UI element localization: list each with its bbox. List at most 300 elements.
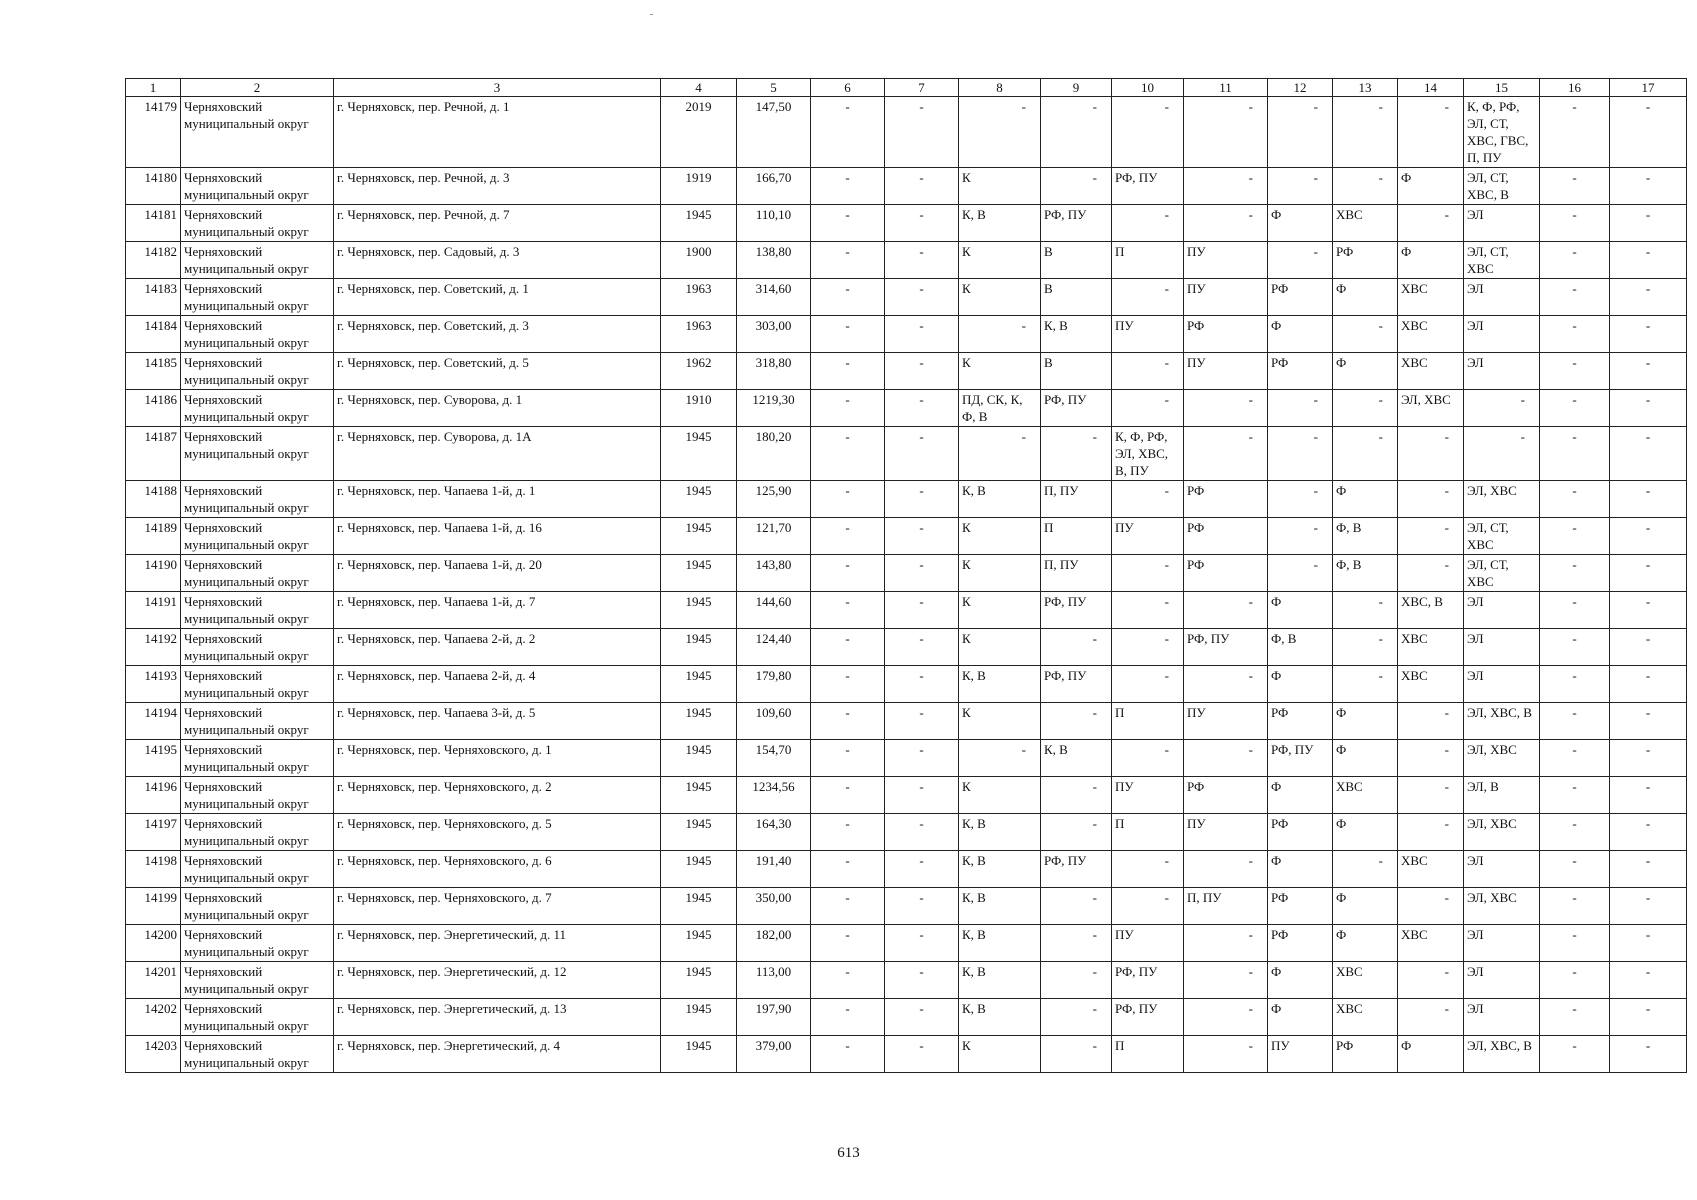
cell-col-7: - — [885, 518, 959, 555]
cell-col-11: - — [1184, 427, 1268, 481]
cell-col-6: - — [811, 666, 885, 703]
cell-col-11: ПУ — [1184, 703, 1268, 740]
cell-col-9: - — [1041, 962, 1112, 999]
cell-col-13: Ф — [1333, 925, 1398, 962]
cell-col-11: - — [1184, 592, 1268, 629]
table-row — [126, 205, 1687, 242]
cell-col-17: - — [1610, 97, 1687, 168]
cell-col-8: К, В — [959, 205, 1041, 242]
cell-col-13: - — [1333, 97, 1398, 168]
cell-col-13: Ф — [1333, 814, 1398, 851]
cell-row-number: 14179 — [126, 97, 181, 168]
cell-col-13: РФ — [1333, 242, 1398, 279]
column-header-6: 6 — [811, 79, 885, 97]
cell-col-7: - — [885, 592, 959, 629]
cell-area: 113,00 — [737, 962, 811, 999]
cell-col-17: - — [1610, 888, 1687, 925]
cell-col-13: Ф — [1333, 703, 1398, 740]
table-row — [126, 814, 1687, 851]
cell-col-6: - — [811, 851, 885, 888]
cell-col-10: - — [1112, 555, 1184, 592]
cell-col-9: - — [1041, 97, 1112, 168]
cell-col-6: - — [811, 999, 885, 1036]
cell-col-8: К, В — [959, 481, 1041, 518]
cell-col-11: - — [1184, 962, 1268, 999]
cell-col-7: - — [885, 316, 959, 353]
cell-col-10: - — [1112, 592, 1184, 629]
cell-col-11: ПУ — [1184, 279, 1268, 316]
cell-col-9: П, ПУ — [1041, 481, 1112, 518]
cell-year-built: 1945 — [661, 555, 737, 592]
cell-col-10: - — [1112, 279, 1184, 316]
cell-address: г. Черняховск, пер. Советский, д. 5 — [334, 353, 661, 390]
table-row — [126, 703, 1687, 740]
table-header — [126, 79, 1687, 97]
cell-col-11: РФ, ПУ — [1184, 629, 1268, 666]
cell-col-17: - — [1610, 592, 1687, 629]
cell-col-9: - — [1041, 427, 1112, 481]
cell-area: 191,40 — [737, 851, 811, 888]
cell-col-8: - — [959, 427, 1041, 481]
cell-col-9: К, В — [1041, 316, 1112, 353]
cell-address: г. Черняховск, пер. Садовый, д. 3 — [334, 242, 661, 279]
cell-col-9: РФ, ПУ — [1041, 205, 1112, 242]
cell-municipality: Черняховский муниципальный округ — [181, 814, 334, 851]
cell-col-7: - — [885, 962, 959, 999]
cell-col-14: Ф — [1398, 242, 1464, 279]
cell-col-16: - — [1540, 242, 1610, 279]
cell-col-7: - — [885, 666, 959, 703]
cell-col-6: - — [811, 168, 885, 205]
cell-col-13: - — [1333, 666, 1398, 703]
cell-area: 314,60 — [737, 279, 811, 316]
cell-col-17: - — [1610, 851, 1687, 888]
cell-row-number: 14191 — [126, 592, 181, 629]
cell-col-13: Ф — [1333, 279, 1398, 316]
cell-col-12: - — [1268, 242, 1333, 279]
cell-col-15: ЭЛ — [1464, 962, 1540, 999]
table-row — [126, 97, 1687, 168]
cell-col-15: - — [1464, 390, 1540, 427]
cell-col-15: ЭЛ — [1464, 316, 1540, 353]
cell-col-17: - — [1610, 740, 1687, 777]
cell-col-10: - — [1112, 851, 1184, 888]
cell-col-17: - — [1610, 555, 1687, 592]
cell-address: г. Черняховск, пер. Черняховского, д. 7 — [334, 888, 661, 925]
cell-col-8: К — [959, 518, 1041, 555]
table-row — [126, 962, 1687, 999]
cell-area: 144,60 — [737, 592, 811, 629]
cell-address: г. Черняховск, пер. Энергетический, д. 12 — [334, 962, 661, 999]
cell-municipality: Черняховский муниципальный округ — [181, 242, 334, 279]
cell-col-16: - — [1540, 481, 1610, 518]
cell-col-10: П — [1112, 1036, 1184, 1073]
cell-col-16: - — [1540, 1036, 1610, 1073]
cell-address: г. Черняховск, пер. Черняховского, д. 6 — [334, 851, 661, 888]
cell-col-8: К — [959, 555, 1041, 592]
cell-col-12: Ф — [1268, 666, 1333, 703]
cell-col-8: К, В — [959, 999, 1041, 1036]
cell-municipality: Черняховский муниципальный округ — [181, 427, 334, 481]
cell-col-16: - — [1540, 205, 1610, 242]
cell-col-6: - — [811, 205, 885, 242]
cell-address: г. Черняховск, пер. Черняховского, д. 1 — [334, 740, 661, 777]
cell-col-7: - — [885, 168, 959, 205]
cell-year-built: 1945 — [661, 777, 737, 814]
cell-col-16: - — [1540, 427, 1610, 481]
cell-col-8: К — [959, 592, 1041, 629]
cell-col-16: - — [1540, 814, 1610, 851]
column-header-9: 9 — [1041, 79, 1112, 97]
cell-col-6: - — [811, 1036, 885, 1073]
cell-col-10: - — [1112, 629, 1184, 666]
cell-col-7: - — [885, 814, 959, 851]
cell-col-10: - — [1112, 205, 1184, 242]
cell-col-11: - — [1184, 666, 1268, 703]
cell-col-15: ЭЛ, В — [1464, 777, 1540, 814]
cell-address: г. Черняховск, пер. Чапаева 1-й, д. 7 — [334, 592, 661, 629]
column-header-12: 12 — [1268, 79, 1333, 97]
cell-col-12: Ф, В — [1268, 629, 1333, 666]
cell-area: 110,10 — [737, 205, 811, 242]
cell-year-built: 1910 — [661, 390, 737, 427]
cell-col-10: П — [1112, 814, 1184, 851]
cell-col-6: - — [811, 316, 885, 353]
cell-col-10: П — [1112, 703, 1184, 740]
cell-col-17: - — [1610, 999, 1687, 1036]
cell-col-12: РФ — [1268, 279, 1333, 316]
cell-address: г. Черняховск, пер. Чапаева 1-й, д. 16 — [334, 518, 661, 555]
cell-col-14: ХВС — [1398, 851, 1464, 888]
cell-col-10: ПУ — [1112, 777, 1184, 814]
cell-col-11: ПУ — [1184, 353, 1268, 390]
header-row — [126, 79, 1687, 97]
cell-col-9: В — [1041, 279, 1112, 316]
cell-col-10: РФ, ПУ — [1112, 962, 1184, 999]
cell-col-7: - — [885, 777, 959, 814]
cell-col-11: - — [1184, 390, 1268, 427]
cell-col-6: - — [811, 777, 885, 814]
cell-col-9: - — [1041, 168, 1112, 205]
cell-col-11: - — [1184, 999, 1268, 1036]
cell-col-9: - — [1041, 925, 1112, 962]
cell-col-11: - — [1184, 1036, 1268, 1073]
cell-municipality: Черняховский муниципальный округ — [181, 97, 334, 168]
cell-col-14: - — [1398, 740, 1464, 777]
cell-municipality: Черняховский муниципальный округ — [181, 353, 334, 390]
cell-col-14: - — [1398, 481, 1464, 518]
cell-col-8: К — [959, 242, 1041, 279]
cell-municipality: Черняховский муниципальный округ — [181, 390, 334, 427]
cell-row-number: 14201 — [126, 962, 181, 999]
cell-col-7: - — [885, 888, 959, 925]
cell-col-14: - — [1398, 888, 1464, 925]
cell-area: 143,80 — [737, 555, 811, 592]
cell-area: 125,90 — [737, 481, 811, 518]
cell-col-11: - — [1184, 851, 1268, 888]
cell-address: г. Черняховск, пер. Речной, д. 7 — [334, 205, 661, 242]
table-row — [126, 481, 1687, 518]
table-row — [126, 629, 1687, 666]
cell-col-8: К, В — [959, 925, 1041, 962]
cell-municipality: Черняховский муниципальный округ — [181, 555, 334, 592]
column-header-13: 13 — [1333, 79, 1398, 97]
cell-col-17: - — [1610, 518, 1687, 555]
cell-col-17: - — [1610, 629, 1687, 666]
cell-col-6: - — [811, 427, 885, 481]
cell-municipality: Черняховский муниципальный округ — [181, 777, 334, 814]
table-row — [126, 242, 1687, 279]
cell-col-11: - — [1184, 925, 1268, 962]
column-header-14: 14 — [1398, 79, 1464, 97]
table-row — [126, 168, 1687, 205]
cell-col-11: П, ПУ — [1184, 888, 1268, 925]
table-row — [126, 851, 1687, 888]
cell-municipality: Черняховский муниципальный округ — [181, 592, 334, 629]
cell-row-number: 14180 — [126, 168, 181, 205]
cell-col-13: ХВС — [1333, 962, 1398, 999]
cell-address: г. Черняховск, пер. Чапаева 1-й, д. 20 — [334, 555, 661, 592]
cell-col-16: - — [1540, 279, 1610, 316]
cell-col-16: - — [1540, 518, 1610, 555]
cell-year-built: 1945 — [661, 851, 737, 888]
cell-row-number: 14203 — [126, 1036, 181, 1073]
cell-area: 121,70 — [737, 518, 811, 555]
cell-col-13: Ф, В — [1333, 518, 1398, 555]
cell-area: 166,70 — [737, 168, 811, 205]
cell-municipality: Черняховский муниципальный округ — [181, 740, 334, 777]
table-body — [126, 97, 1687, 1073]
cell-col-11: РФ — [1184, 481, 1268, 518]
cell-col-8: К — [959, 353, 1041, 390]
cell-municipality: Черняховский муниципальный округ — [181, 1036, 334, 1073]
column-header-16: 16 — [1540, 79, 1610, 97]
cell-row-number: 14196 — [126, 777, 181, 814]
cell-col-8: К, В — [959, 666, 1041, 703]
cell-area: 180,20 — [737, 427, 811, 481]
cell-col-8: К, В — [959, 962, 1041, 999]
cell-col-6: - — [811, 518, 885, 555]
cell-col-14: ХВС — [1398, 353, 1464, 390]
cell-col-17: - — [1610, 666, 1687, 703]
cell-col-15: ЭЛ — [1464, 279, 1540, 316]
cell-address: г. Черняховск, пер. Чапаева 2-й, д. 2 — [334, 629, 661, 666]
cell-address: г. Черняховск, пер. Советский, д. 3 — [334, 316, 661, 353]
cell-col-11: РФ — [1184, 777, 1268, 814]
cell-address: г. Черняховск, пер. Речной, д. 1 — [334, 97, 661, 168]
cell-col-14: - — [1398, 427, 1464, 481]
cell-col-14: - — [1398, 97, 1464, 168]
cell-col-12: РФ — [1268, 353, 1333, 390]
cell-col-16: - — [1540, 925, 1610, 962]
cell-col-17: - — [1610, 316, 1687, 353]
cell-row-number: 14182 — [126, 242, 181, 279]
cell-col-6: - — [811, 740, 885, 777]
cell-col-10: К, Ф, РФ, ЭЛ, ХВС, В, ПУ — [1112, 427, 1184, 481]
cell-row-number: 14200 — [126, 925, 181, 962]
cell-col-10: - — [1112, 666, 1184, 703]
cell-col-15: - — [1464, 427, 1540, 481]
cell-col-13: - — [1333, 427, 1398, 481]
cell-col-8: К — [959, 279, 1041, 316]
cell-col-10: ПУ — [1112, 925, 1184, 962]
cell-col-13: Ф — [1333, 740, 1398, 777]
cell-col-10: РФ, ПУ — [1112, 168, 1184, 205]
cell-col-9: - — [1041, 999, 1112, 1036]
cell-year-built: 1962 — [661, 353, 737, 390]
cell-col-15: ЭЛ, ХВС — [1464, 888, 1540, 925]
cell-col-10: - — [1112, 481, 1184, 518]
cell-col-7: - — [885, 740, 959, 777]
cell-address: г. Черняховск, пер. Черняховского, д. 5 — [334, 814, 661, 851]
cell-year-built: 1945 — [661, 427, 737, 481]
cell-address: г. Черняховск, пер. Энергетический, д. 11 — [334, 925, 661, 962]
cell-col-8: - — [959, 316, 1041, 353]
cell-col-8: - — [959, 97, 1041, 168]
cell-col-16: - — [1540, 777, 1610, 814]
cell-year-built: 1945 — [661, 666, 737, 703]
cell-col-12: РФ — [1268, 703, 1333, 740]
cell-col-9: В — [1041, 353, 1112, 390]
cell-col-7: - — [885, 279, 959, 316]
cell-col-14: - — [1398, 703, 1464, 740]
cell-col-12: - — [1268, 390, 1333, 427]
cell-area: 1234,56 — [737, 777, 811, 814]
cell-col-9: - — [1041, 629, 1112, 666]
cell-year-built: 1919 — [661, 168, 737, 205]
cell-col-6: - — [811, 279, 885, 316]
cell-col-12: Ф — [1268, 316, 1333, 353]
cell-col-14: ХВС — [1398, 925, 1464, 962]
cell-col-6: - — [811, 703, 885, 740]
cell-col-7: - — [885, 242, 959, 279]
cell-col-14: ХВС — [1398, 629, 1464, 666]
cell-area: 1219,30 — [737, 390, 811, 427]
cell-col-8: К — [959, 168, 1041, 205]
cell-year-built: 1945 — [661, 740, 737, 777]
cell-row-number: 14187 — [126, 427, 181, 481]
cell-col-10: - — [1112, 888, 1184, 925]
cell-address: г. Черняховск, пер. Энергетический, д. 4 — [334, 1036, 661, 1073]
cell-col-6: - — [811, 962, 885, 999]
cell-col-11: РФ — [1184, 518, 1268, 555]
cell-col-6: - — [811, 390, 885, 427]
cell-col-15: ЭЛ — [1464, 925, 1540, 962]
cell-col-11: ПУ — [1184, 242, 1268, 279]
cell-col-16: - — [1540, 703, 1610, 740]
cell-col-16: - — [1540, 999, 1610, 1036]
cell-col-17: - — [1610, 925, 1687, 962]
cell-col-6: - — [811, 97, 885, 168]
cell-col-17: - — [1610, 168, 1687, 205]
cell-address: г. Черняховск, пер. Речной, д. 3 — [334, 168, 661, 205]
cell-year-built: 1945 — [661, 888, 737, 925]
cell-col-14: - — [1398, 999, 1464, 1036]
cell-col-11: - — [1184, 205, 1268, 242]
cell-col-12: Ф — [1268, 777, 1333, 814]
cell-col-12: Ф — [1268, 962, 1333, 999]
cell-col-14: ХВС — [1398, 316, 1464, 353]
cell-row-number: 14183 — [126, 279, 181, 316]
cell-col-7: - — [885, 97, 959, 168]
cell-municipality: Черняховский муниципальный округ — [181, 888, 334, 925]
cell-col-11: - — [1184, 97, 1268, 168]
cell-col-15: ЭЛ — [1464, 353, 1540, 390]
cell-col-10: - — [1112, 353, 1184, 390]
cell-col-7: - — [885, 205, 959, 242]
cell-col-8: - — [959, 740, 1041, 777]
cell-col-13: - — [1333, 592, 1398, 629]
cell-row-number: 14188 — [126, 481, 181, 518]
cell-municipality: Черняховский муниципальный округ — [181, 962, 334, 999]
cell-year-built: 1945 — [661, 1036, 737, 1073]
cell-municipality: Черняховский муниципальный округ — [181, 316, 334, 353]
cell-col-15: ЭЛ — [1464, 592, 1540, 629]
cell-col-7: - — [885, 353, 959, 390]
cell-year-built: 1945 — [661, 629, 737, 666]
cell-col-14: - — [1398, 205, 1464, 242]
cell-col-9: РФ, ПУ — [1041, 390, 1112, 427]
column-header-7: 7 — [885, 79, 959, 97]
cell-col-14: ХВС, В — [1398, 592, 1464, 629]
cell-address: г. Черняховск, пер. Суворова, д. 1 — [334, 390, 661, 427]
cell-col-6: - — [811, 242, 885, 279]
cell-col-12: РФ — [1268, 888, 1333, 925]
column-header-15: 15 — [1464, 79, 1540, 97]
scan-speck — [650, 14, 653, 15]
cell-col-15: ЭЛ — [1464, 629, 1540, 666]
cell-col-17: - — [1610, 814, 1687, 851]
table-row — [126, 888, 1687, 925]
cell-row-number: 14199 — [126, 888, 181, 925]
cell-col-17: - — [1610, 279, 1687, 316]
cell-col-15: ЭЛ, ХВС — [1464, 481, 1540, 518]
table-row — [126, 390, 1687, 427]
cell-area: 182,00 — [737, 925, 811, 962]
cell-municipality: Черняховский муниципальный округ — [181, 629, 334, 666]
cell-col-9: К, В — [1041, 740, 1112, 777]
cell-col-17: - — [1610, 390, 1687, 427]
cell-col-7: - — [885, 481, 959, 518]
cell-col-16: - — [1540, 851, 1610, 888]
cell-col-12: - — [1268, 97, 1333, 168]
cell-year-built: 1963 — [661, 279, 737, 316]
cell-col-16: - — [1540, 592, 1610, 629]
cell-col-7: - — [885, 1036, 959, 1073]
table-row — [126, 316, 1687, 353]
cell-col-13: - — [1333, 316, 1398, 353]
table-row — [126, 925, 1687, 962]
cell-year-built: 1945 — [661, 999, 737, 1036]
cell-col-13: - — [1333, 390, 1398, 427]
cell-col-7: - — [885, 925, 959, 962]
cell-col-12: - — [1268, 518, 1333, 555]
cell-col-7: - — [885, 427, 959, 481]
cell-municipality: Черняховский муниципальный округ — [181, 703, 334, 740]
cell-col-14: - — [1398, 814, 1464, 851]
cell-row-number: 14190 — [126, 555, 181, 592]
table-row — [126, 555, 1687, 592]
cell-col-10: ПУ — [1112, 518, 1184, 555]
cell-col-14: - — [1398, 777, 1464, 814]
cell-row-number: 14197 — [126, 814, 181, 851]
cell-col-16: - — [1540, 168, 1610, 205]
cell-year-built: 1945 — [661, 205, 737, 242]
cell-col-17: - — [1610, 242, 1687, 279]
cell-col-11: ПУ — [1184, 814, 1268, 851]
cell-area: 109,60 — [737, 703, 811, 740]
cell-col-15: ЭЛ, СТ, ХВС — [1464, 242, 1540, 279]
